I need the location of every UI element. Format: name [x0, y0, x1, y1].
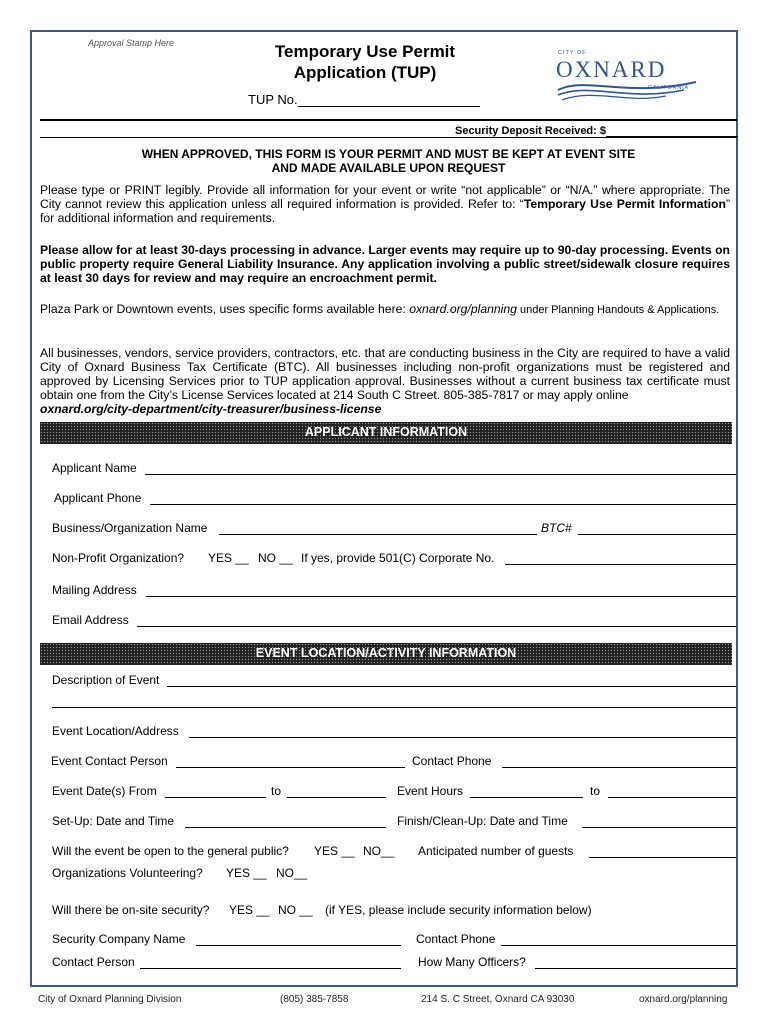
anticipated-guests-label: Anticipated number of guests	[418, 844, 574, 858]
applicant-section-header	[40, 422, 732, 444]
security-note: (if YES, please include security information below)	[325, 903, 592, 917]
onsite-security-label: Will there be on-site security?	[52, 903, 210, 917]
corporate-number-label: If yes, provide 501(C) Corporate No.	[301, 551, 495, 565]
email-address-input[interactable]	[137, 626, 736, 627]
intro-paragraph-3	[40, 302, 730, 317]
corporate-number-input[interactable]	[505, 564, 736, 565]
tup-number-label: TUP No.	[248, 92, 298, 107]
logo-state: CALIFORNIA	[648, 85, 690, 91]
business-name-input[interactable]	[219, 534, 537, 535]
setup-label: Set-Up: Date and Time	[52, 814, 175, 828]
applicant-phone-label: Applicant Phone	[54, 491, 142, 505]
finish-cleanup-label: Finish/Clean-Up: Date and Time	[397, 814, 568, 828]
mailing-address-input[interactable]	[146, 596, 736, 597]
header-divider-2	[40, 137, 737, 138]
form-title-line1: Temporary Use Permit	[274, 42, 456, 61]
event-contact-phone-label: Contact Phone	[412, 754, 492, 768]
intro-paragraph-2: Please allow for at least 30-days processing in advance. Larger events may require up to 90-day processing. Events on public property require General Liability Insurance. Any application involving a public street/sidewalk closure requires at least 30 days for review and may require an encroachment permit.	[40, 243, 730, 285]
btc-label: BTC#	[541, 521, 572, 535]
security-company-input[interactable]	[196, 945, 401, 946]
open-public-no-option[interactable]: NO__	[363, 844, 395, 858]
onsite-security-no-option[interactable]: NO __	[278, 903, 313, 917]
mailing-address-label: Mailing Address	[52, 583, 137, 597]
setup-input[interactable]	[185, 827, 386, 828]
volunteering-yes-option[interactable]: YES __	[226, 866, 267, 880]
event-date-to-input[interactable]	[287, 797, 386, 798]
security-contact-person-input[interactable]	[140, 968, 401, 969]
intro-paragraph-4	[40, 346, 730, 416]
event-hours-to-input[interactable]	[608, 797, 736, 798]
tup-number-line	[298, 94, 480, 107]
event-dates-from-label: Event Date(s) From	[52, 784, 157, 798]
header-divider	[40, 119, 737, 121]
event-description-input[interactable]	[167, 686, 736, 687]
applicant-section-title: APPLICANT INFORMATION	[304, 425, 468, 439]
nonprofit-no-option[interactable]: NO __	[258, 551, 293, 565]
onsite-security-yes-option[interactable]: YES __	[229, 903, 270, 917]
intro-p3-text: Plaza Park or Downtown events, uses specific forms available here:	[40, 302, 410, 316]
nonprofit-yes-option[interactable]: YES __	[208, 551, 249, 565]
logo-name: OXNARD	[556, 57, 667, 82]
footer-address: 214 S. C Street, Oxnard CA 93030	[421, 994, 575, 1005]
event-location-label: Event Location/Address	[52, 724, 179, 738]
event-hours-label: Event Hours	[397, 784, 464, 798]
footer-website[interactable]: oxnard.org/planning	[639, 994, 728, 1005]
planning-link[interactable]: oxnard.org/planning	[409, 302, 517, 316]
event-contact-person-label: Event Contact Person	[51, 754, 168, 768]
logo-city-of: CITY OF	[558, 50, 587, 56]
event-description-input-2[interactable]	[52, 707, 736, 708]
form-title-line2: Application (TUP)	[293, 63, 437, 82]
applicant-name-label: Applicant Name	[52, 461, 137, 475]
applicant-phone-input[interactable]	[150, 504, 736, 505]
approval-stamp-note: Approval Stamp Here	[88, 38, 175, 48]
btc-input[interactable]	[578, 534, 736, 535]
officers-count-label: How Many Officers?	[418, 955, 526, 969]
officers-count-input[interactable]	[535, 968, 736, 969]
event-date-from-input[interactable]	[165, 797, 266, 798]
applicant-name-input[interactable]	[145, 474, 736, 475]
volunteering-no-option[interactable]: NO__	[276, 866, 308, 880]
open-public-yes-option[interactable]: YES __	[314, 844, 355, 858]
finish-cleanup-input[interactable]	[582, 827, 736, 828]
email-address-label: Email Address	[52, 613, 129, 627]
intro-paragraph-1	[40, 183, 730, 225]
security-contact-phone-input[interactable]	[501, 945, 736, 946]
intro-p1-bold: Temporary Use Permit Information	[523, 197, 726, 211]
business-license-link[interactable]: oxnard.org/city-department/city-treasurer/business-license	[40, 402, 382, 416]
notice-line2: AND MADE AVAILABLE UPON REQUEST	[271, 161, 506, 175]
open-public-label: Will the event be open to the general public?	[52, 844, 289, 858]
intro-p4-text: All businesses, vendors, service providers, contractors, etc. that are conducting business in the City are required to have a valid City of Oxnard Business Tax Certificate (BTC). All businesses including non-profit organizations must be registered and approved by Licensing Services prior to TUP application approval. Businesses without a current business tax certificate must obtain one from the City’s License Services located at 214 South C Street. 805-385-7817 or may apply online	[40, 346, 730, 402]
event-hours-from-input[interactable]	[470, 797, 583, 798]
intro-p1-text: Please type or PRINT legibly. Provide all information for your event or write “not applicable” or “N/A.” where appropriate. The City cannot review this application unless all required information is provided. Refer to: “	[40, 183, 730, 211]
footer-phone: (805) 385-7858	[280, 994, 349, 1005]
event-section-title: EVENT LOCATION/ACTIVITY INFORMATION	[255, 646, 517, 660]
security-deposit-label: Security Deposit Received: $	[454, 125, 606, 137]
footer-division: City of Oxnard Planning Division	[38, 994, 182, 1005]
security-company-label: Security Company Name	[52, 932, 186, 946]
nonprofit-label: Non-Profit Organization?	[52, 551, 185, 565]
security-contact-phone-label: Contact Phone	[416, 932, 496, 946]
anticipated-guests-input[interactable]	[589, 857, 736, 858]
event-contact-person-input[interactable]	[176, 767, 405, 768]
volunteering-label: Organizations Volunteering?	[52, 866, 203, 880]
event-location-input[interactable]	[189, 737, 736, 738]
event-dates-to-label: to	[271, 784, 282, 798]
tup-number-field[interactable]	[248, 92, 480, 107]
security-deposit-field[interactable]	[455, 124, 738, 137]
event-section-header	[40, 643, 732, 665]
business-name-label: Business/Organization Name	[52, 521, 208, 535]
security-deposit-line	[606, 124, 738, 137]
event-hours-to-label: to	[590, 784, 601, 798]
oxnard-logo	[556, 46, 702, 106]
notice-line1: WHEN APPROVED, THIS FORM IS YOUR PERMIT AND MUST BE KEPT AT EVENT SITE	[141, 147, 636, 161]
intro-p3-end: under Planning Handouts & Applications.	[516, 304, 720, 316]
event-contact-phone-input[interactable]	[502, 767, 736, 768]
intro-p1-end: ” for additional information and requirements.	[40, 197, 730, 225]
security-contact-person-label: Contact Person	[52, 955, 135, 969]
event-description-label: Description of Event	[52, 673, 160, 687]
